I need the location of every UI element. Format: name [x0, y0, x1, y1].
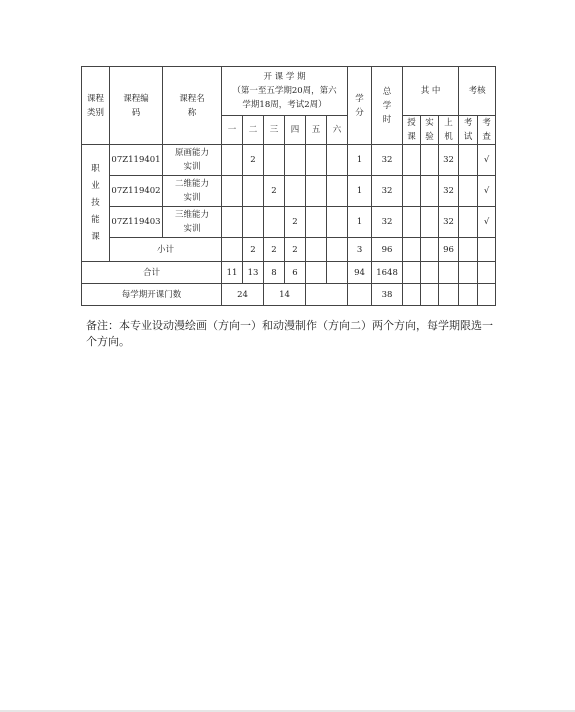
sem-cell: 2: [243, 145, 264, 176]
semester-note-2: 学期18周，考试2周）: [242, 100, 327, 110]
sem-cell: 6: [285, 262, 306, 284]
sem-cell: [327, 176, 348, 207]
check-cell: √: [478, 176, 496, 207]
lecture-cell: [403, 238, 421, 262]
lab-cell: [421, 145, 439, 176]
sem-cell: [306, 238, 327, 262]
first-year-count: 24: [222, 284, 264, 306]
empty-cell: [348, 284, 372, 306]
sem-cell: [285, 176, 306, 207]
exam-cell: [459, 176, 478, 207]
sem-cell: [222, 145, 243, 176]
sem-cell: [306, 207, 327, 238]
hours-cell: 96: [372, 238, 403, 262]
credits-cell: 1: [348, 145, 372, 176]
header-name: 课程名称: [163, 67, 222, 145]
sem-cell: [222, 207, 243, 238]
computer-cell: 96: [439, 238, 459, 262]
empty-cell: [459, 284, 478, 306]
sem-cell: 2: [285, 207, 306, 238]
empty-cell: [478, 262, 496, 284]
empty-cell: [403, 262, 421, 284]
subtotal-row: [82, 238, 496, 262]
sem-cell: [243, 207, 264, 238]
sem-cell: 2: [264, 176, 285, 207]
sem-cell: [327, 262, 348, 284]
header-computer: 上机: [439, 116, 459, 145]
empty-cell: [421, 284, 439, 306]
semester-note-1: （第一至五学期20周，第六: [232, 86, 337, 96]
empty-cell: [459, 262, 478, 284]
header-category: 课程类别: [82, 67, 110, 145]
semester-6: 六: [327, 116, 348, 145]
table-row: [82, 145, 496, 176]
header-among: 其 中: [403, 67, 459, 116]
per-semester-row: [82, 284, 496, 306]
empty-cell: [439, 284, 459, 306]
header-exam: 考试: [459, 116, 478, 145]
header-check: 考查: [478, 116, 496, 145]
credits-cell: 94: [348, 262, 372, 284]
computer-cell: 32: [439, 145, 459, 176]
hours-cell: 32: [372, 176, 403, 207]
computer-cell: 32: [439, 176, 459, 207]
sem-cell: [306, 145, 327, 176]
empty-cell: [306, 284, 348, 306]
course-code: 07Z119403: [110, 207, 163, 238]
semester-5: 五: [306, 116, 327, 145]
header-total-hours: 总学时: [372, 67, 403, 145]
lecture-cell: [403, 145, 421, 176]
hours-cell: 32: [372, 207, 403, 238]
remark-note: 备注：本专业设动漫绘画（方向一）和动漫制作（方向二）两个方向，每学期限选一个方向。: [86, 319, 493, 348]
course-code: 07Z119402: [110, 176, 163, 207]
sem-cell: [264, 145, 285, 176]
semester-title: 开 课 学 期: [263, 72, 306, 82]
check-cell: √: [478, 145, 496, 176]
sem-cell: [285, 145, 306, 176]
sem-cell: 2: [243, 238, 264, 262]
sem-cell: 2: [285, 238, 306, 262]
exam-cell: [459, 207, 478, 238]
empty-cell: [403, 284, 421, 306]
semester-4: 四: [285, 116, 306, 145]
sem-cell: [327, 238, 348, 262]
header-lecture: 授课: [403, 116, 421, 145]
empty-cell: [439, 262, 459, 284]
total-row: [82, 262, 496, 284]
sem-cell: 13: [243, 262, 264, 284]
sem-cell: [264, 207, 285, 238]
sem-cell: [243, 176, 264, 207]
semester-1: 一: [222, 116, 243, 145]
lab-cell: [421, 238, 439, 262]
course-name: 三维能力实训: [163, 207, 222, 238]
header-credits: 学分: [348, 67, 372, 145]
exam-cell: [459, 145, 478, 176]
sem-cell: [306, 262, 327, 284]
lab-cell: [421, 176, 439, 207]
per-semester-hours: 38: [372, 284, 403, 306]
empty-cell: [478, 284, 496, 306]
sem-cell: 8: [264, 262, 285, 284]
per-semester-label: 每学期开课门数: [82, 284, 222, 306]
credits-cell: 1: [348, 176, 372, 207]
curriculum-table: [81, 66, 496, 306]
empty-cell: [421, 262, 439, 284]
sem-cell: [327, 207, 348, 238]
course-name: 二维能力实训: [163, 176, 222, 207]
total-label: 合计: [82, 262, 222, 284]
sem-cell: [222, 176, 243, 207]
semester-3: 三: [264, 116, 285, 145]
credits-cell: 3: [348, 238, 372, 262]
check-cell: [478, 238, 496, 262]
lecture-cell: [403, 207, 421, 238]
lecture-cell: [403, 176, 421, 207]
lab-cell: [421, 207, 439, 238]
credits-cell: 1: [348, 207, 372, 238]
table-row: [82, 207, 496, 238]
header-semester: [222, 67, 348, 116]
sem-cell: [327, 145, 348, 176]
category-cell: 职业技能课: [82, 145, 110, 262]
computer-cell: 32: [439, 207, 459, 238]
sem-cell: 11: [222, 262, 243, 284]
table-row: [82, 176, 496, 207]
header-lab: 实验: [421, 116, 439, 145]
sem-cell: [306, 176, 327, 207]
semester-2: 二: [243, 116, 264, 145]
exam-cell: [459, 238, 478, 262]
hours-cell: 32: [372, 145, 403, 176]
course-code: 07Z119401: [110, 145, 163, 176]
check-cell: √: [478, 207, 496, 238]
second-year-count: 14: [264, 284, 306, 306]
course-name: 原画能力实训: [163, 145, 222, 176]
subtotal-label: 小计: [110, 238, 222, 262]
header-assess: 考核: [459, 67, 496, 116]
sem-cell: [222, 238, 243, 262]
hours-cell: 1648: [372, 262, 403, 284]
header-code: 课程编码: [110, 67, 163, 145]
sem-cell: 2: [264, 238, 285, 262]
